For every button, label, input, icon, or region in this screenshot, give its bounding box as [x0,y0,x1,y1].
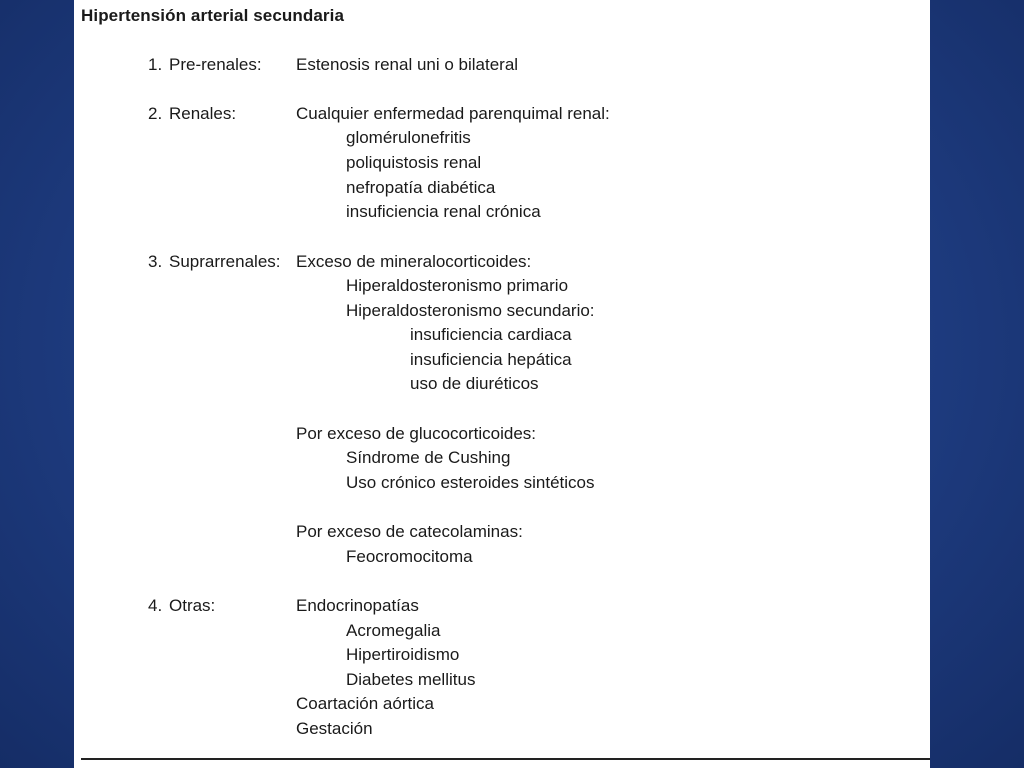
list-item: nefropatía diabética [346,178,496,197]
list-item: glomérulonefritis [346,128,471,147]
list-item: Diabetes mellitus [346,670,476,689]
sub-list-item: insuficiencia cardiaca [410,325,572,344]
list-item: Coartación aórtica [296,694,434,713]
group-3-number: 3. [148,252,163,271]
document-page [74,0,930,768]
list-item: insuficiencia renal crónica [346,202,541,221]
group-1-category: Pre-renales: [169,55,262,74]
catecholamine-heading: Por exceso de catecolaminas: [296,522,523,541]
group-4-number: 4. [148,596,163,615]
sub-list-item: insuficiencia hepática [410,350,572,369]
group-4-heading: Endocrinopatías [296,596,419,615]
group-2-number: 2. [148,104,163,123]
bottom-divider [81,758,930,760]
sub-list-item: uso de diuréticos [410,374,539,393]
group-3-heading: Exceso de mineralocorticoides: [296,252,532,271]
glucocorticoid-heading: Por exceso de glucocorticoides: [296,424,537,443]
list-item: Síndrome de Cushing [346,448,511,467]
list-item: Hiperaldosteronismo primario [346,276,569,295]
list-item: Acromegalia [346,621,441,640]
group-1-item: Estenosis renal uni o bilateral [296,55,519,74]
group-4-category: Otras: [169,596,216,615]
list-item: Hiperaldosteronismo secundario: [346,301,595,320]
list-item: Feocromocitoma [346,547,473,566]
group-2-heading: Cualquier enfermedad parenquimal renal: [296,104,610,123]
list-item: poliquistosis renal [346,153,482,172]
list-item: Gestación [296,719,373,738]
page-title: Hipertensión arterial secundaria [81,6,345,25]
group-1-number: 1. [148,55,163,74]
list-item: Hipertiroidismo [346,645,460,664]
list-item: Uso crónico esteroides sintéticos [346,473,595,492]
group-3-category: Suprarrenales: [169,252,281,271]
group-2-category: Renales: [169,104,237,123]
